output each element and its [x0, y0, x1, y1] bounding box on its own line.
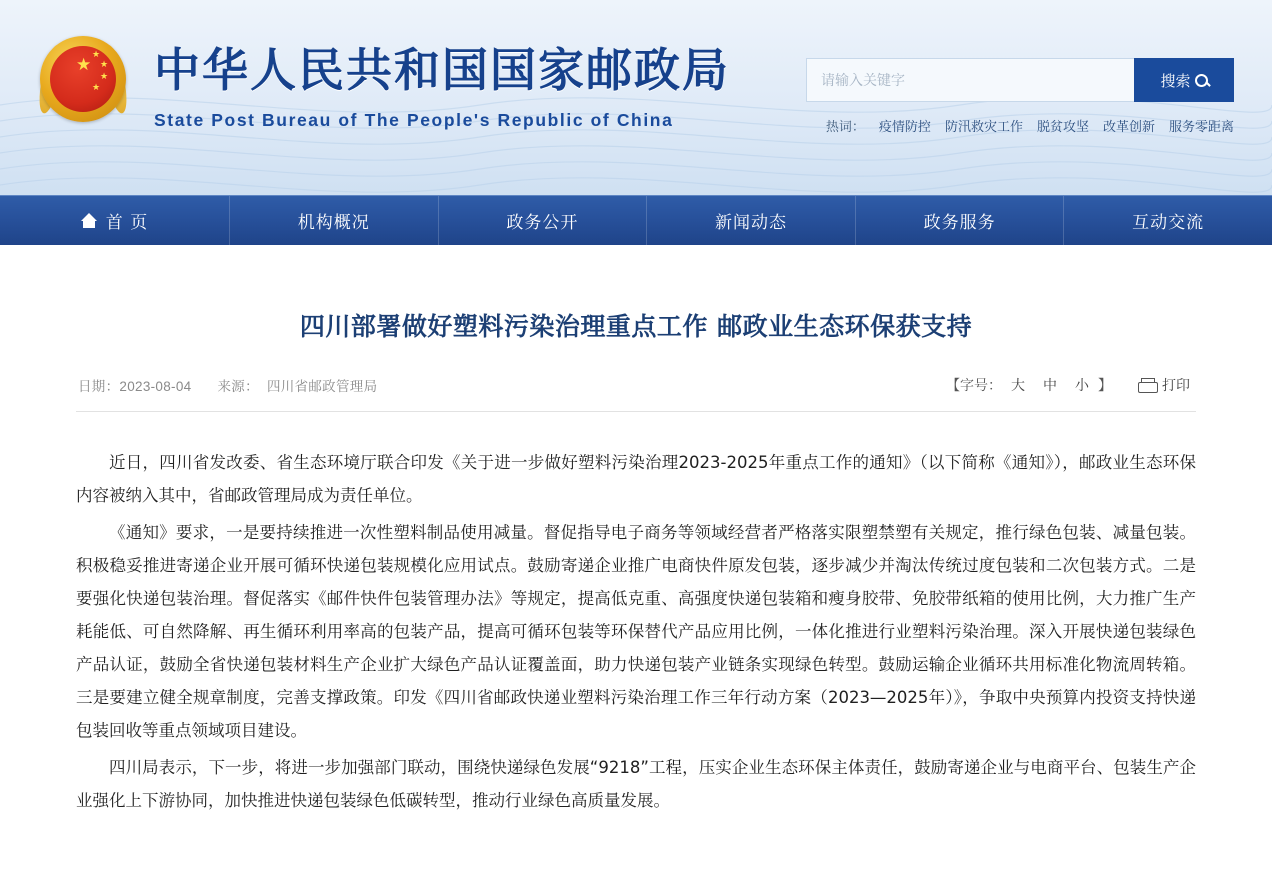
article-meta: [76, 375, 1196, 395]
hotword-link-2[interactable]: 脱贫攻坚: [1036, 119, 1089, 134]
nav-item-news[interactable]: [647, 196, 856, 245]
hotword-link-3[interactable]: 改革创新: [1102, 119, 1155, 134]
site-header: [0, 0, 1272, 195]
nav-item-services[interactable]: [856, 196, 1065, 245]
hotwords-row: [806, 116, 1234, 135]
nav-item-interaction-label: 互动交流: [1132, 213, 1205, 233]
nav-item-interaction[interactable]: [1064, 196, 1272, 245]
main-navigation: [0, 195, 1272, 245]
nav-item-government-disclosure[interactable]: [439, 196, 648, 245]
search-box: [806, 58, 1234, 102]
printer-icon: [1138, 378, 1156, 392]
article-paragraph: 《通知》要求，一是要持续推进一次性塑料制品使用减量。督促指导电子商务等领域经营者严格落实限塑禁塑有关规定，推行绿色包装、减量包装。积极稳妥推进寄递企业开展可循环快递包装规模化应用试点。鼓励寄递企业推广电商快件原发包装，逐步减少并淘汰传统过度包装和二次包装方式。二是要强化快递包装治理。督促落实《邮件快件包装管理办法》等规定，提高低克重、高强度快递包装箱和瘦身胶带、免胶带纸箱的使用比例，大力推广生产耗能低、可自然降解、再生循环利用率高的包装产品，提高可循环包装等环保替代产品应用比例，一体化推进行业塑料污染治理。深入开展快递包装绿色产品认证，鼓励全省快递包装材料生产企业扩大绿色产品认证覆盖面，助力快递包装产业链条实现绿色转型。鼓励运输企业循环共用标准化物流周转箱。三是要建立健全规章制度，完善支撑政策。印发《四川省邮政快递业塑料污染治理工作三年行动方案（2023—2025年）》，争取中央预算内投资支持快递包装回收等重点领域项目建设。: [76, 523, 1196, 740]
nav-item-home-label: 首 页: [105, 213, 149, 233]
article-meta-left: [78, 375, 377, 395]
nav-item-news-label: 新闻动态: [714, 213, 787, 233]
print-button-label: 打印: [1162, 377, 1190, 393]
search-button[interactable]: [1134, 58, 1234, 102]
fontsize-medium-button[interactable]: 中: [1043, 377, 1057, 393]
fontsize-small-button[interactable]: 小: [1075, 377, 1089, 393]
site-title-block: [154, 30, 730, 131]
search-icon: [1195, 74, 1208, 87]
hotwords-label: 热词：: [825, 119, 865, 134]
divider: [76, 411, 1196, 412]
article-container: [0, 307, 1272, 817]
site-title-en: State Post Bureau of The People's Republic of China: [154, 110, 674, 130]
fontsize-control: [946, 375, 1112, 395]
article-body: [76, 446, 1196, 817]
national-emblem: ★ ★ ★ ★ ★: [40, 36, 126, 122]
article-date: 日期：2023-08-04: [78, 379, 192, 394]
fontsize-bracket-right: 】: [1098, 377, 1112, 393]
nav-item-services-label: 政务服务: [923, 213, 996, 233]
nav-item-overview-label: 机构概况: [297, 213, 370, 233]
fontsize-label: 【字号：: [946, 377, 1002, 393]
hotword-link-4[interactable]: 服务零距离: [1168, 119, 1234, 134]
nav-item-government-disclosure-label: 政务公开: [506, 213, 579, 233]
hotword-link-1[interactable]: 防汛救灾工作: [944, 119, 1023, 134]
article-tools: [946, 375, 1190, 395]
article-source: 来源： 四川省邮政管理局: [217, 379, 378, 394]
nav-item-home[interactable]: [0, 196, 230, 245]
page-title: 四川部署做好塑料污染治理重点工作 邮政业生态环保获支持: [299, 312, 973, 341]
nav-item-overview[interactable]: [230, 196, 439, 245]
search-button-label: 搜索: [1160, 71, 1191, 90]
home-icon: [81, 213, 98, 228]
hotword-link-0[interactable]: 疫情防控: [878, 119, 931, 134]
fontsize-large-button[interactable]: 大: [1011, 377, 1025, 393]
print-button[interactable]: [1138, 375, 1190, 395]
search-input[interactable]: [806, 58, 1134, 102]
search-area: [806, 58, 1234, 135]
site-title-cn: 中华人民共和国国家邮政局: [154, 43, 730, 97]
article-paragraph: 四川局表示，下一步，将进一步加强部门联动，围绕快递绿色发展“9218”工程，压实企业生态环保主体责任，鼓励寄递企业与电商平台、包装生产企业强化上下游协同，加快推进快递包装绿色低碳转型，推动行业绿色高质量发展。: [76, 758, 1196, 810]
article-paragraph: 近日，四川省发改委、省生态环境厅联合印发《关于进一步做好塑料污染治理2023-2025年重点工作的通知》（以下简称《通知》），邮政业生态环保内容被纳入其中，省邮政管理局成为责任单位。: [76, 453, 1196, 505]
